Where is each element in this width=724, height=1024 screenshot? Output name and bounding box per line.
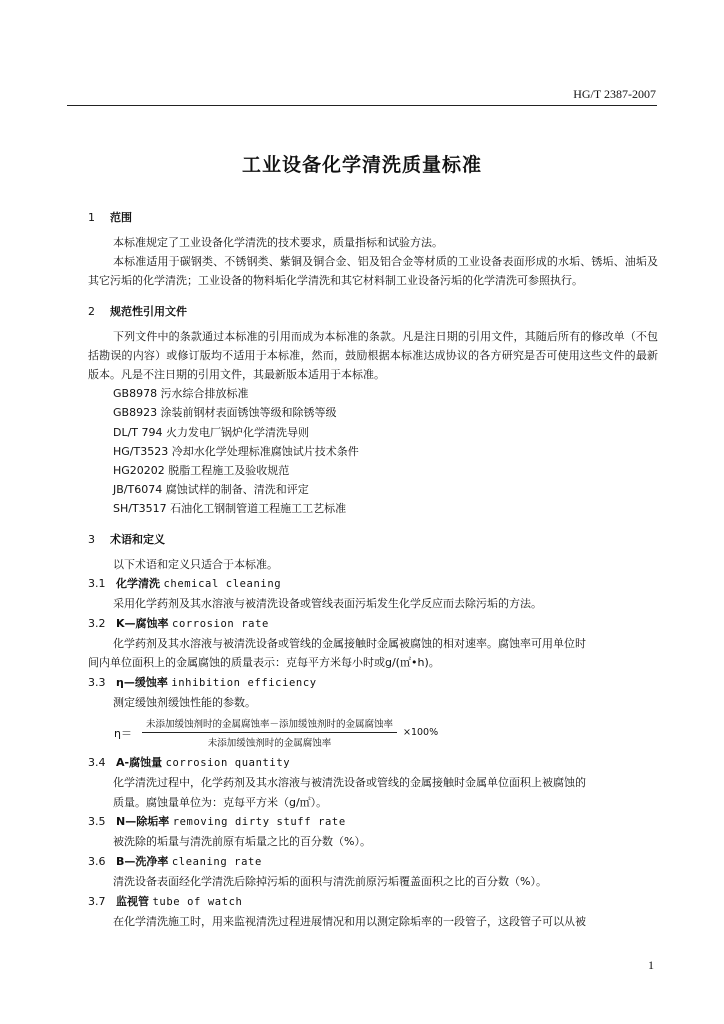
reference-item: SH/T3517 石油化工钢制管道工程施工工艺标准 <box>113 502 347 516</box>
scope-paragraph-1: 本标准规定了工业设备化学清洗的技术要求，质量指标和试验方法。 <box>113 236 443 249</box>
term-3-4 <box>88 753 658 773</box>
term-definition-continued: 间内单位面积上的金属腐蚀的质量表示：克每平方米每小时或g/(㎡•h)。 <box>88 656 440 670</box>
term-chinese: 化学清洗 <box>116 576 160 590</box>
term-chinese: 监视管 <box>116 894 149 908</box>
formula-numerator: 未添加缓蚀剂时的金属腐蚀率－添加缓蚀剂时的金属腐蚀率 <box>142 716 397 733</box>
reference-item: DL/T 794 火力发电厂锅炉化学清洗导则 <box>113 425 310 439</box>
formula-multiplier: ×100% <box>403 727 439 739</box>
term-number: 3.7 <box>88 894 106 908</box>
term-english: tube of watch <box>152 895 243 908</box>
term-english: inhibition efficiency <box>171 676 317 689</box>
document-body <box>88 207 658 931</box>
term-english: corrosion quantity <box>165 756 291 769</box>
term-chinese: K—腐蚀率 <box>116 616 169 630</box>
section-3-heading <box>88 529 658 551</box>
document-title: 工业设备化学清洗质量标准 <box>241 154 482 176</box>
reference-item: HG20202 脱脂工程施工及验收规范 <box>113 464 290 478</box>
term-chinese: η—缓蚀率 <box>116 675 168 689</box>
term-definition: 清洗设备表面经化学清洗后除掉污垢的面积与清洗前原污垢覆盖面积之比的百分数（%）。 <box>113 875 547 889</box>
term-3-2 <box>88 614 658 634</box>
term-number: 3.3 <box>88 675 106 689</box>
term-chinese: B—洗净率 <box>116 854 169 868</box>
term-3-1 <box>88 574 658 594</box>
formula-fraction <box>142 716 397 749</box>
term-english: cleaning rate <box>171 855 262 868</box>
term-definition: 在化学清洗施工时，用来监视清洗过程进展情况和用以测定除垢率的一段管子，这段管子可以从被 <box>113 914 586 928</box>
section-number: 1 <box>88 211 95 224</box>
term-definition: 采用化学药剂及其水溶液与被清洗设备或管线表面污垢发生化学反应而去除污垢的方法。 <box>113 597 542 611</box>
reference-item: GB8978 污水综合排放标准 <box>113 387 249 401</box>
terms-intro: 以下术语和定义只适合于本标准。 <box>113 557 278 571</box>
term-3-5 <box>88 812 658 832</box>
term-number: 3.4 <box>88 755 106 769</box>
term-definition: 化学清洗过程中，化学药剂及其水溶液与被清洗设备或管线的金属接触时金属单位面积上被腐蚀的 <box>113 776 586 790</box>
header-rule <box>67 105 657 106</box>
standard-code: HG/T 2387-2007 <box>573 87 656 101</box>
term-3-3 <box>88 673 658 693</box>
term-3-6 <box>88 852 658 872</box>
section-title: 术语和定义 <box>110 532 165 546</box>
term-number: 3.6 <box>88 854 106 868</box>
term-english: removing dirty stuff rate <box>172 815 346 828</box>
page-number: 1 <box>648 958 654 972</box>
inhibition-formula <box>88 713 658 753</box>
scope-paragraph-2: 本标准适用于碳钢类、不锈钢类、紫铜及铜合金、铝及铝合金等材质的工业设备表面形成的水垢、锈垢、油垢及其它污垢的化学清洗；工业设备的物料垢化学清洗和其它材料制工业设备污垢的化学清洗可参照执行。 <box>88 255 658 288</box>
section-title: 规范性引用文件 <box>110 304 187 318</box>
section-2-heading <box>88 301 658 323</box>
term-number: 3.2 <box>88 616 106 630</box>
section-1-heading <box>88 207 658 229</box>
term-3-7 <box>88 892 658 912</box>
references-paragraph: 下列文件中的条款通过本标准的引用而成为本标准的条款。凡是注日期的引用文件，其随后所有的修改单（不包括勘误的内容）或修订版均不适用于本标准，然而，鼓励根据本标准达成协议的各方研究是否可使用这些文件的最新版本。凡是不注日期的引用文件，其最新版本适用于本标准。 <box>88 329 658 382</box>
section-title: 范围 <box>110 211 132 224</box>
reference-item: HG/T3523 冷却水化学处理标准腐蚀试片技术条件 <box>113 444 359 458</box>
term-number: 3.5 <box>88 814 106 828</box>
term-english: chemical cleaning <box>163 577 282 590</box>
term-english: corrosion rate <box>172 617 269 630</box>
reference-item: GB8923 涂装前钢材表面锈蚀等级和除锈等级 <box>113 406 337 420</box>
term-definition: 测定缓蚀剂缓蚀性能的参数。 <box>113 696 256 710</box>
reference-item: JB/T6074 腐蚀试样的制备、清洗和评定 <box>113 483 309 497</box>
term-chinese: A-腐蚀量 <box>116 755 163 769</box>
formula-symbol: η＝ <box>114 726 132 740</box>
term-definition: 被洗除的垢量与清洗前原有垢量之比的百分数（%）。 <box>113 835 371 849</box>
formula-denominator: 未添加缓蚀剂时的金属腐蚀率 <box>207 738 332 750</box>
section-number: 3 <box>88 532 95 546</box>
term-definition-continued: 质量。腐蚀量单位为：克每平方米（g/㎡）。 <box>113 795 328 809</box>
section-number: 2 <box>88 304 95 318</box>
term-chinese: N—除垢率 <box>116 814 170 828</box>
term-number: 3.1 <box>88 576 106 590</box>
term-definition: 化学药剂及其水溶液与被清洗设备或管线的金属接触时金属被腐蚀的相对速率。腐蚀率可用单位时 <box>113 637 586 651</box>
